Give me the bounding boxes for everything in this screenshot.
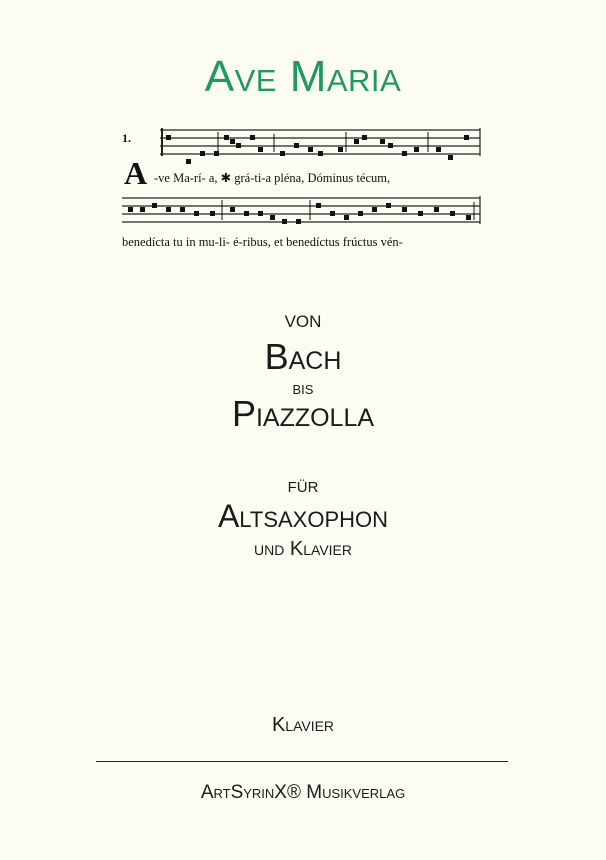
divider-line bbox=[96, 761, 508, 762]
subtitle-von: von bbox=[284, 306, 322, 333]
subtitle-und-klavier: und Klavier bbox=[254, 538, 352, 560]
part-label: Klavier bbox=[271, 714, 335, 736]
chant-initial: A bbox=[124, 155, 148, 191]
chant-barlines-1 bbox=[218, 132, 428, 152]
publisher-name: ArtSyrinX® Musikverlag bbox=[200, 782, 406, 803]
chant-lyrics-1: -ve Ma-rí- a, ✱ grá-ti-a pléna, Dóminus técum, bbox=[154, 171, 391, 185]
gregorian-chant-image bbox=[118, 122, 484, 260]
subtitle-piazzolla: Piazzolla bbox=[231, 393, 375, 434]
subtitle-fur: für bbox=[287, 472, 319, 497]
chant-lyrics-2: benedícta tu in mu-li- é-ribus, et benedíctus frúctus vén- bbox=[122, 235, 403, 249]
chant-notation bbox=[118, 122, 484, 260]
subtitle-bis: bis bbox=[292, 378, 314, 398]
chant-mode-number: 1. bbox=[122, 131, 131, 145]
subtitle-bach: Bach bbox=[264, 336, 342, 377]
chant-neumes-1 bbox=[166, 135, 469, 164]
page-title: Ave Maria bbox=[204, 52, 402, 101]
subtitle-altsaxophon: Altsaxophon bbox=[217, 498, 389, 534]
